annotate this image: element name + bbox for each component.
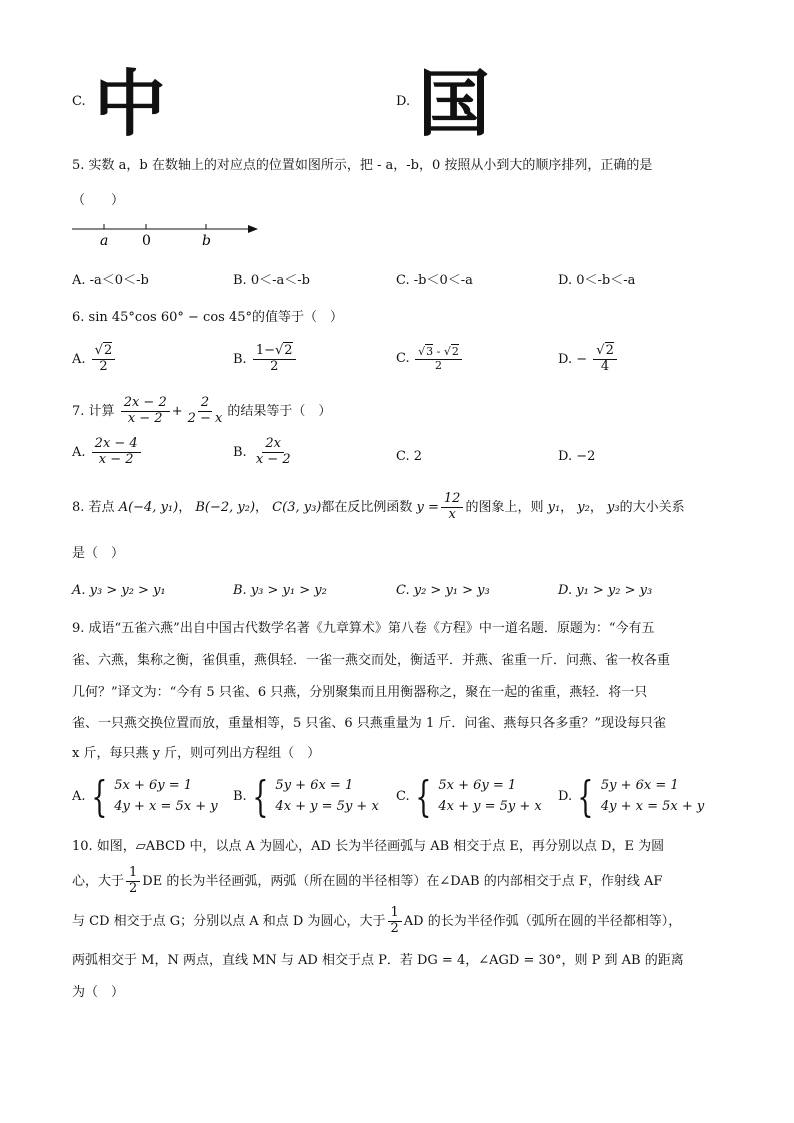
q7-tail: 的结果等于（ ） (227, 403, 332, 419)
q6-option-b (233, 344, 298, 375)
q8-part2: 都在反比例函数 (321, 499, 413, 515)
q7-option-d: D. −2 (558, 449, 596, 464)
q6-c-minus: - (433, 345, 444, 358)
q8-line2: 是（ ） (72, 546, 125, 561)
label-b: b (202, 233, 211, 249)
q5-option-b: B. 0＜-a＜-b (233, 273, 310, 288)
q7-option-a (72, 437, 143, 468)
q10-line3-prefix: 与 CD 相交于点 G；分别以点 A 和点 D 为圆心，大于 (72, 913, 386, 929)
q7-option-b (233, 437, 296, 468)
q10-line-1: 10. 如图，▱ABCD 中，以点 A 为圆心，AD 长为半径画弧与 AB 相交于点 E，再分别以点 D，E 为圆 (72, 839, 665, 854)
q10-line-5: 为（ ） (72, 985, 125, 1000)
q7-option-a-label: A. (72, 444, 86, 460)
q7-fraction-2 (185, 396, 226, 427)
q9-a-equation-1: 5x + 6y = 1 (114, 778, 193, 794)
q8-option-c: C. y₂ > y₁ > y₃ (396, 583, 490, 598)
q6-d-sign: − (576, 351, 588, 367)
q9-d-equation-2: 4y + x = 5x + y (600, 799, 705, 814)
q8-y2: y₂ (577, 499, 590, 515)
q9-option-b: B. { 5y + 6x = 1 4x + y = 5y + x (233, 772, 379, 821)
q7-fraction-1 (121, 396, 170, 427)
q5-number-line (70, 218, 270, 252)
q9-line-1: 9. 成语“五雀六燕”出自中国古代数学名著《九章算术》第八卷《方程》中一道名题．原题为：“今有五 (72, 621, 655, 636)
q7-option-a-fraction (92, 437, 141, 468)
q6-option-a (72, 344, 117, 375)
q8-part1: 8. 若点 (72, 499, 115, 515)
q8-function-fraction (441, 492, 464, 523)
q10-frac2-denominator: 2 (390, 920, 399, 936)
q9-line-5: x 斤，每只燕 y 斤，则可列出方程组（ ） (72, 746, 321, 761)
q8-point-c: C(3, y₃) (272, 499, 322, 515)
q5-answer-paren: （ ） (72, 193, 125, 208)
q7-stem (72, 396, 331, 427)
q9-c-label: C. (396, 789, 410, 805)
q10-line2-suffix: DE 的长为半径画弧，两弧（所在圆的半径相等）在∠DAB 的内部相交于点 F，作射线 AF (142, 873, 663, 889)
q6-c-denominator: 2 (435, 358, 442, 372)
q8-function-lhs: y = (416, 499, 439, 515)
q7-plus: + (171, 403, 183, 419)
q10-line-2 (72, 866, 662, 897)
q6-tail: 的值等于（ ） (252, 310, 344, 325)
q7-option-b-fraction (253, 437, 294, 468)
q9-line-2: 雀、六燕，集称之衡，雀俱重，燕俱轻．一雀一燕交而处，衡适平．并燕、雀重一斤．问燕、雀一枚各重 (72, 653, 671, 668)
q8-part4: 的大小关系 (619, 499, 685, 515)
q6-b-denominator: 2 (270, 358, 279, 374)
q7-option-c: C. 2 (396, 449, 423, 464)
q8-fn-numerator: 12 (441, 492, 464, 508)
q10-line3-suffix: AD 的长为半径作弧（弧所在圆的半径都相等）， (403, 913, 682, 929)
q10-half-fraction-2 (388, 906, 402, 937)
q7-b-numerator: 2x (262, 437, 284, 453)
q10-half-fraction-1 (126, 866, 140, 897)
q7-f2-denominator: 2 − x (187, 410, 223, 426)
number-line-arrow-icon (248, 225, 258, 233)
q9-a-label: A. (72, 789, 86, 805)
q6-a-radicand: 2 (103, 343, 113, 358)
q7-a-denominator: x − 2 (98, 451, 134, 467)
q5-option-d: D. 0＜-b＜-a (558, 273, 636, 288)
q9-c-equation-2: 4x + y = 5y + x (438, 799, 542, 814)
q9-d-label: D. (558, 789, 573, 805)
q9-option-d: D. { 5y + 6x = 1 4y + x = 5x + y (558, 772, 705, 821)
q6-option-b-fraction: $\frac{1-√2}{2}$ (253, 344, 296, 375)
label-a: a (100, 233, 109, 249)
q6-stem (72, 310, 343, 326)
q9-option-c: C. { 5x + 6y = 1 4x + y = 5y + x (396, 772, 542, 821)
q8-option-b: B. y₃ > y₁ > y₂ (233, 583, 327, 598)
q6-option-b-label: B. (233, 351, 247, 367)
q8-fn-denominator: x (448, 506, 456, 522)
q10-frac2-numerator: 1 (388, 906, 402, 922)
q10-line-4: 两弧相交于 M，N 两点，直线 MN 与 AD 相交于点 P．若 DG = 4，∠AGD = 30°，则 P 到 AB 的距离 (72, 953, 684, 968)
q5-option-c: C. -b＜0＜-a (396, 273, 473, 288)
q7-option-b-label: B. (233, 444, 247, 460)
q10-line-3 (72, 906, 681, 937)
q8-stem: 8. 若点 A(−4, y₁)， B(−2, y₂)， C(3, y₃)都在反比例函数 y = $\frac{12}{x}$ 的图象上，则 y₁， y₂， y₃的大小关系 (72, 491, 685, 522)
q7-a-numerator: 2x − 4 (92, 437, 141, 453)
q6-number: 6. (72, 310, 85, 325)
q6-b-prefix: 1− (255, 343, 275, 358)
q9-c-equation-1: 5x + 6y = 1 (438, 778, 517, 794)
q7-f1-denominator: x − 2 (127, 410, 163, 426)
q9-d-equation-1: 5y + 6x = 1 (600, 778, 679, 794)
q9-b-label: B. (233, 789, 247, 805)
q7-f1-numerator: 2x − 2 (121, 396, 170, 412)
q8-y3: y₃ (607, 499, 620, 515)
q6-option-c (396, 346, 464, 372)
q10-frac1-denominator: 2 (129, 880, 138, 896)
q6-option-d-label: D. (558, 351, 573, 367)
q10-line2-prefix: 心，大于 (72, 873, 125, 889)
q6-option-d-fraction: $\frac{√2}{4}$ (593, 344, 617, 375)
q8-point-b: B(−2, y₂) (195, 499, 256, 515)
q6-c-radicand-2: 2 (451, 345, 459, 358)
q9-a-equation-2: 4y + x = 5x + y (114, 799, 218, 814)
q8-point-a: A(−4, y₁) (118, 499, 179, 515)
label-zero: 0 (142, 233, 151, 249)
q4-option-d-character: 国 (418, 62, 491, 146)
q4-option-c-label: C. (72, 94, 86, 109)
q9-line-4: 雀、一只燕交换位置而放，重量相等，5 只雀、6 只燕重量为 1 斤．问雀、燕每只各多重？”现设每只雀 (72, 716, 666, 731)
q9-line-3: 几何？”译文为：“今有 5 只雀、6 只燕，分别聚集而且用衡器称之，聚在一起的雀重，燕轻．将一只 (72, 685, 648, 700)
q6-option-a-label: A. (72, 351, 86, 367)
q7-number: 7. 计算 (72, 403, 115, 419)
q6-option-c-label: C. (396, 351, 410, 367)
q6-expression: sin 45°cos 60° − cos 45° (88, 310, 252, 325)
q5-option-a: A. -a＜0＜-b (72, 273, 149, 288)
q6-d-denominator: 4 (600, 358, 610, 374)
q9-b-equation-1: 5y + 6x = 1 (275, 778, 354, 794)
q6-d-radicand: 2 (605, 343, 614, 358)
q9-b-equation-2: 4x + y = 5y + x (275, 799, 379, 814)
q8-option-d: D. y₁ > y₂ > y₃ (558, 583, 653, 598)
q4-option-c-character: 中 (94, 62, 167, 146)
q9-option-a: A. { 5x + 6y = 1 4y + x = 5x + y (72, 772, 218, 821)
q4-option-d-label: D. (396, 94, 411, 109)
q6-a-denominator: 2 (99, 358, 108, 374)
q5-stem: 5. 实数 a，b 在数轴上的对应点的位置如图所示，把 - a，-b，0 按照从小到大的顺序排列，正确的是 (72, 158, 653, 173)
q8-part3: 的图象上，则 (465, 499, 544, 515)
q6-option-d (558, 344, 619, 375)
q8-option-a: A. y₃ > y₂ > y₁ (72, 583, 166, 598)
q7-f2-numerator: 2 (198, 396, 212, 412)
q8-y1: y₁ (547, 499, 561, 515)
q6-c-radicand-1: 3 (426, 345, 434, 358)
q7-b-denominator: x − 2 (255, 451, 291, 467)
q10-frac1-numerator: 1 (126, 866, 140, 882)
q6-option-a-fraction: $\frac{√2}{2}$ (92, 344, 116, 375)
q6-b-radicand: 2 (284, 343, 293, 358)
q6-option-c-fraction: $\frac{√3 - √2}{2}$ (415, 346, 462, 372)
